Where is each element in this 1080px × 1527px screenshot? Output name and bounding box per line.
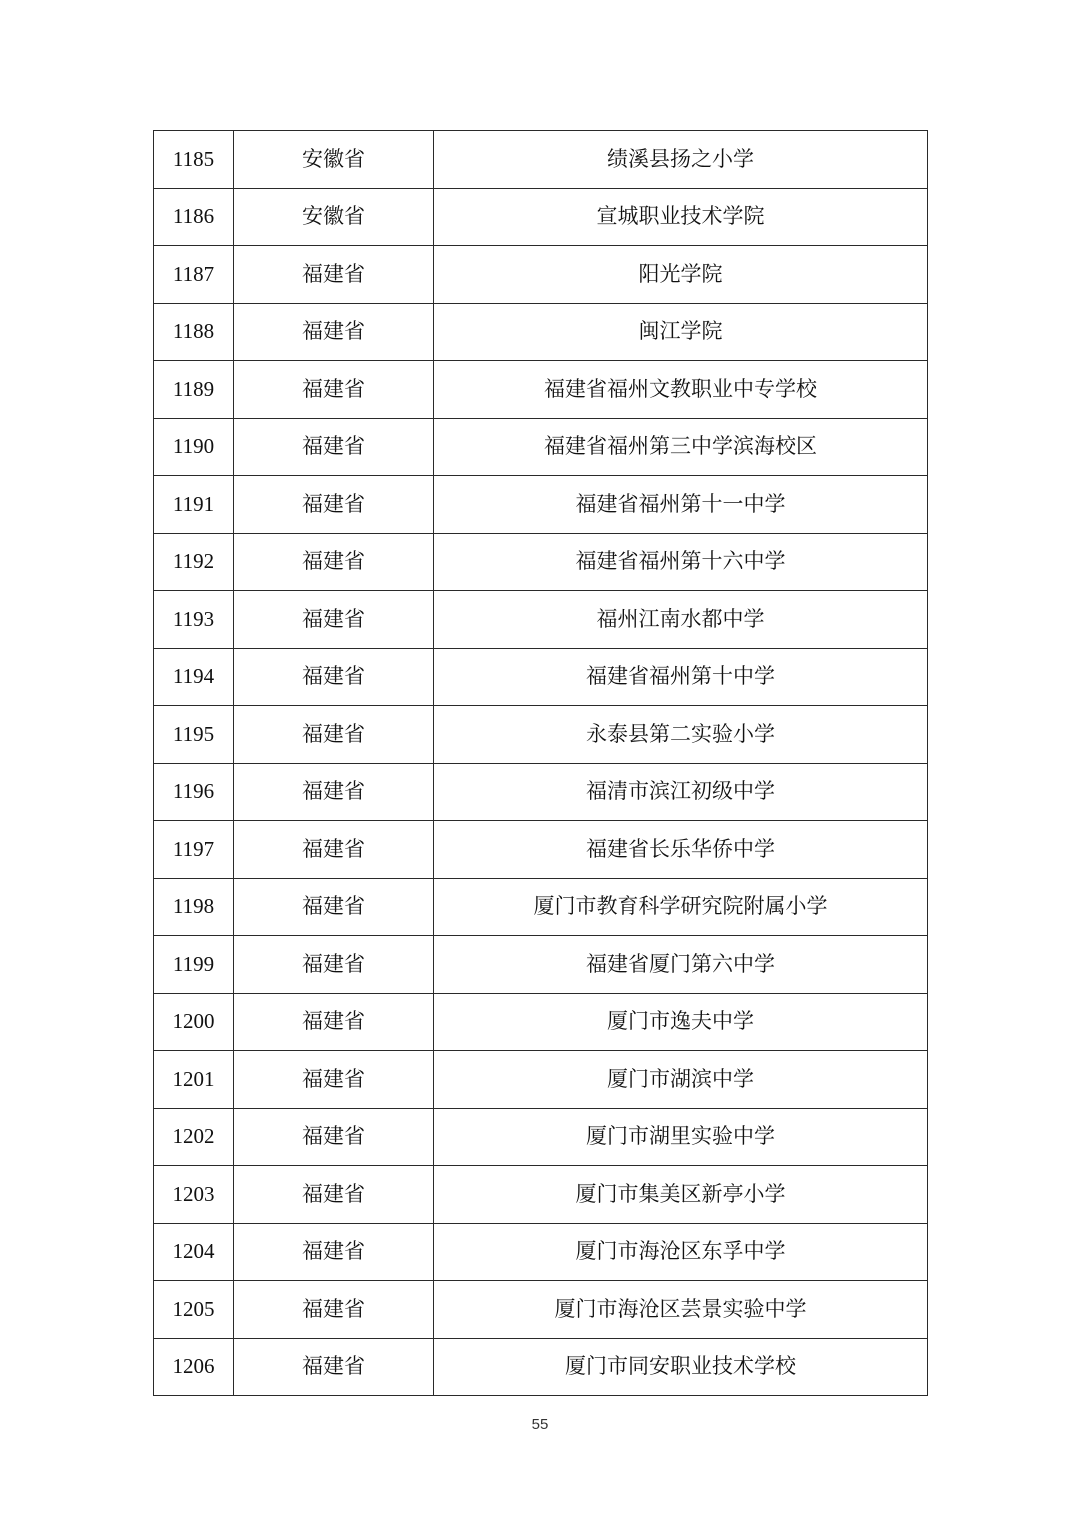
province-cell: 福建省 bbox=[234, 1108, 434, 1166]
province-cell: 福建省 bbox=[234, 1166, 434, 1224]
province-cell: 福建省 bbox=[234, 1338, 434, 1396]
province-cell: 福建省 bbox=[234, 533, 434, 591]
province-cell: 福建省 bbox=[234, 1051, 434, 1109]
school-name-cell: 厦门市教育科学研究院附属小学 bbox=[434, 878, 928, 936]
table-row bbox=[154, 1051, 928, 1109]
row-number-cell: 1199 bbox=[154, 936, 234, 994]
row-number-cell: 1193 bbox=[154, 591, 234, 649]
province-cell: 福建省 bbox=[234, 993, 434, 1051]
row-number-cell: 1190 bbox=[154, 418, 234, 476]
page-number: 55 bbox=[531, 1416, 549, 1433]
province-cell: 福建省 bbox=[234, 246, 434, 304]
school-name-cell: 福建省福州第十一中学 bbox=[434, 476, 928, 534]
school-name-cell: 福州江南水都中学 bbox=[434, 591, 928, 649]
school-name-cell: 永泰县第二实验小学 bbox=[434, 706, 928, 764]
table-row bbox=[154, 706, 928, 764]
row-number-cell: 1201 bbox=[154, 1051, 234, 1109]
school-name-cell: 闽江学院 bbox=[434, 303, 928, 361]
row-number-cell: 1205 bbox=[154, 1281, 234, 1339]
province-cell: 福建省 bbox=[234, 1223, 434, 1281]
province-cell: 福建省 bbox=[234, 591, 434, 649]
school-name-cell: 厦门市湖滨中学 bbox=[434, 1051, 928, 1109]
school-name-cell: 绩溪县扬之小学 bbox=[434, 131, 928, 189]
province-cell: 福建省 bbox=[234, 706, 434, 764]
row-number-cell: 1185 bbox=[154, 131, 234, 189]
table-row bbox=[154, 936, 928, 994]
school-name-cell: 福建省福州第十中学 bbox=[434, 648, 928, 706]
table-row bbox=[154, 1281, 928, 1339]
row-number-cell: 1204 bbox=[154, 1223, 234, 1281]
school-name-cell: 厦门市海沧区芸景实验中学 bbox=[434, 1281, 928, 1339]
province-cell: 安徽省 bbox=[234, 188, 434, 246]
province-cell: 福建省 bbox=[234, 878, 434, 936]
province-cell: 福建省 bbox=[234, 361, 434, 419]
province-cell: 福建省 bbox=[234, 476, 434, 534]
table-row bbox=[154, 418, 928, 476]
table-row bbox=[154, 131, 928, 189]
school-name-cell: 阳光学院 bbox=[434, 246, 928, 304]
row-number-cell: 1198 bbox=[154, 878, 234, 936]
school-list-table bbox=[153, 130, 928, 1396]
school-name-cell: 厦门市同安职业技术学校 bbox=[434, 1338, 928, 1396]
row-number-cell: 1194 bbox=[154, 648, 234, 706]
table-row bbox=[154, 993, 928, 1051]
row-number-cell: 1188 bbox=[154, 303, 234, 361]
row-number-cell: 1191 bbox=[154, 476, 234, 534]
row-number-cell: 1200 bbox=[154, 993, 234, 1051]
row-number-cell: 1206 bbox=[154, 1338, 234, 1396]
school-name-cell: 福清市滨江初级中学 bbox=[434, 763, 928, 821]
table-row bbox=[154, 878, 928, 936]
table-row bbox=[154, 1338, 928, 1396]
table-row bbox=[154, 246, 928, 304]
province-cell: 安徽省 bbox=[234, 131, 434, 189]
province-cell: 福建省 bbox=[234, 648, 434, 706]
province-cell: 福建省 bbox=[234, 303, 434, 361]
row-number-cell: 1192 bbox=[154, 533, 234, 591]
school-name-cell: 厦门市逸夫中学 bbox=[434, 993, 928, 1051]
table-row bbox=[154, 533, 928, 591]
row-number-cell: 1187 bbox=[154, 246, 234, 304]
table-body bbox=[154, 131, 928, 1396]
table-row bbox=[154, 361, 928, 419]
school-name-cell: 福建省长乐华侨中学 bbox=[434, 821, 928, 879]
school-name-cell: 福建省福州第三中学滨海校区 bbox=[434, 418, 928, 476]
school-name-cell: 福建省福州第十六中学 bbox=[434, 533, 928, 591]
row-number-cell: 1196 bbox=[154, 763, 234, 821]
table-row bbox=[154, 648, 928, 706]
row-number-cell: 1195 bbox=[154, 706, 234, 764]
table-row bbox=[154, 188, 928, 246]
school-name-cell: 厦门市湖里实验中学 bbox=[434, 1108, 928, 1166]
province-cell: 福建省 bbox=[234, 821, 434, 879]
province-cell: 福建省 bbox=[234, 418, 434, 476]
school-name-cell: 福建省厦门第六中学 bbox=[434, 936, 928, 994]
row-number-cell: 1189 bbox=[154, 361, 234, 419]
province-cell: 福建省 bbox=[234, 1281, 434, 1339]
province-cell: 福建省 bbox=[234, 936, 434, 994]
table-row bbox=[154, 1108, 928, 1166]
table-row bbox=[154, 1166, 928, 1224]
province-cell: 福建省 bbox=[234, 763, 434, 821]
school-name-cell: 厦门市集美区新亭小学 bbox=[434, 1166, 928, 1224]
table-row bbox=[154, 1223, 928, 1281]
table-row bbox=[154, 303, 928, 361]
table-row bbox=[154, 821, 928, 879]
row-number-cell: 1202 bbox=[154, 1108, 234, 1166]
row-number-cell: 1203 bbox=[154, 1166, 234, 1224]
table-row bbox=[154, 476, 928, 534]
school-name-cell: 厦门市海沧区东孚中学 bbox=[434, 1223, 928, 1281]
row-number-cell: 1186 bbox=[154, 188, 234, 246]
school-name-cell: 宣城职业技术学院 bbox=[434, 188, 928, 246]
school-name-cell: 福建省福州文教职业中专学校 bbox=[434, 361, 928, 419]
table-row bbox=[154, 591, 928, 649]
table-row bbox=[154, 763, 928, 821]
row-number-cell: 1197 bbox=[154, 821, 234, 879]
